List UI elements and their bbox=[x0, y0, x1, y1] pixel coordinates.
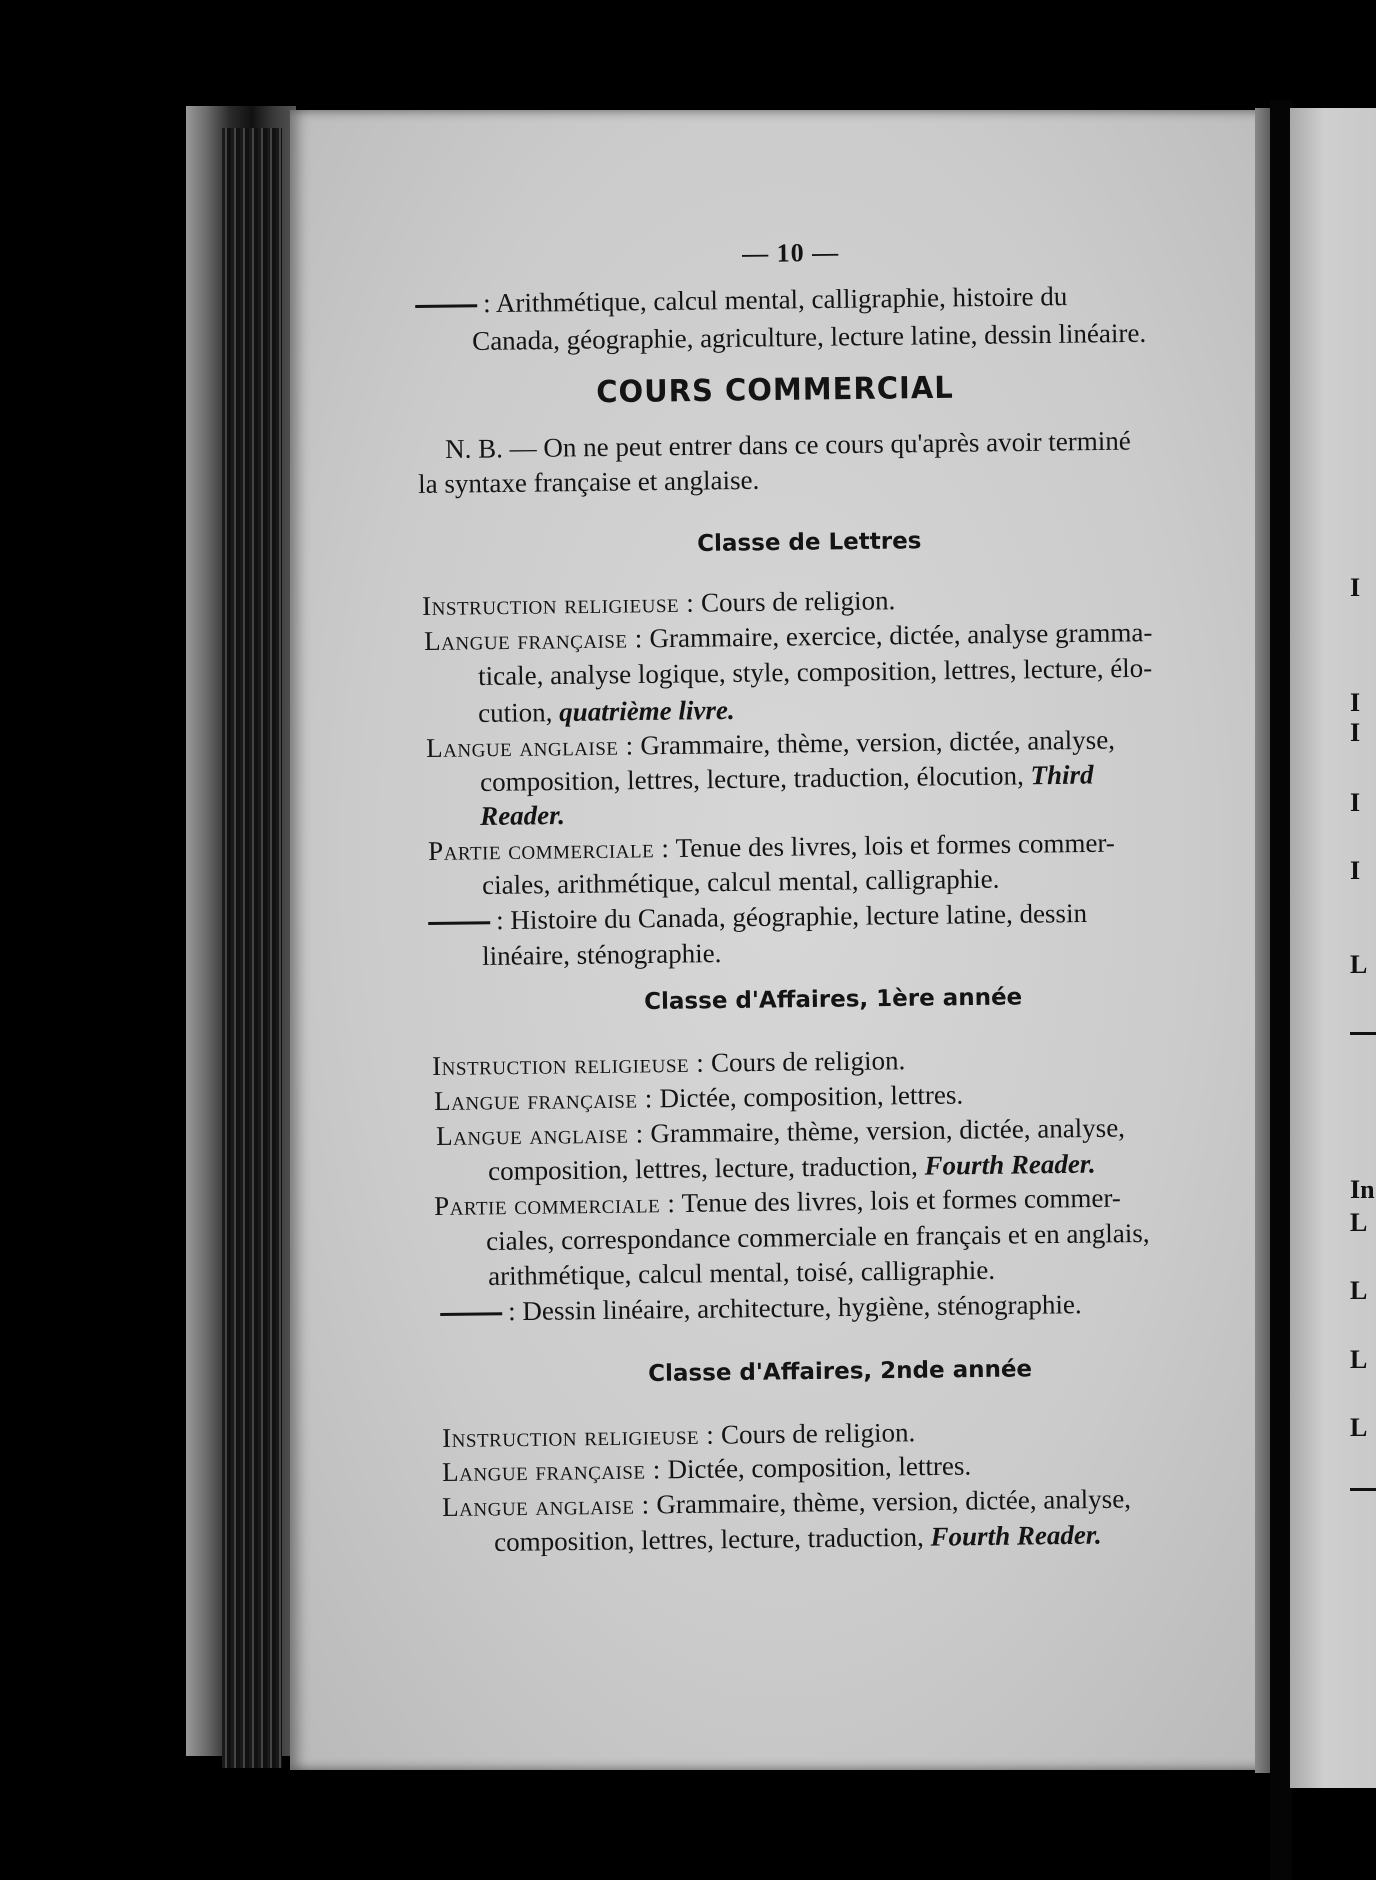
text-line: ticale, analyse logique, style, composition, lettres, lecture, élo- bbox=[478, 652, 1153, 691]
next-page-glyph: I bbox=[1350, 788, 1361, 817]
next-page-glyph: I bbox=[1350, 688, 1361, 717]
text-line: Reader. bbox=[480, 799, 566, 831]
text-line: Langue française : Dictée, composition, lettres. bbox=[442, 1450, 972, 1487]
next-page-glyph: I bbox=[1350, 718, 1361, 747]
page-number: — 10 — bbox=[742, 237, 840, 268]
next-page-glyph: L bbox=[1350, 1345, 1368, 1374]
text-line: Partie commerciale : Tenue des livres, lois et formes commer- bbox=[434, 1182, 1121, 1221]
text-line: Langue anglaise : Grammaire, thème, version, dictée, analyse, bbox=[426, 724, 1116, 763]
text-line: Langue anglaise : Grammaire, thème, version, dictée, analyse, bbox=[436, 1112, 1126, 1151]
subsection-title: Classe de Lettres bbox=[697, 528, 922, 557]
nb-note: la syntaxe française et anglaise. bbox=[418, 464, 760, 499]
text-line: Langue anglaise : Grammaire, thème, version, dictée, analyse, bbox=[442, 1483, 1132, 1522]
text-line: Canada, géographie, agriculture, lecture latine, dessin linéaire. bbox=[472, 317, 1147, 356]
text-line: Langue française : Grammaire, exercice, dictée, analyse gramma- bbox=[424, 617, 1153, 656]
text-line: : Histoire du Canada, géographie, lecture latine, dessin bbox=[428, 897, 1087, 937]
text-line: Partie commerciale : Tenue des livres, lois et formes commer- bbox=[428, 827, 1115, 866]
text-line: arithmétique, calcul mental, toisé, calligraphie. bbox=[488, 1254, 996, 1291]
text-line: ciales, arithmétique, calcul mental, calligraphie. bbox=[482, 863, 1000, 900]
text-line: composition, lettres, lecture, traduction, Fourth Reader. bbox=[488, 1148, 1096, 1186]
text-line: cution, quatrième livre. bbox=[478, 694, 735, 728]
next-page-glyph: L bbox=[1350, 1208, 1368, 1237]
text-line: Instruction religieuse : Cours de religion. bbox=[442, 1417, 916, 1453]
next-page-glyph: In bbox=[1350, 1175, 1375, 1204]
next-page-glyph: I bbox=[1350, 856, 1361, 885]
next-page-glyph: L bbox=[1350, 1413, 1368, 1442]
text-line: : Dessin linéaire, architecture, hygiène, sténographie. bbox=[440, 1288, 1082, 1328]
ditto-rule bbox=[415, 305, 477, 309]
ditto-rule bbox=[440, 1313, 502, 1317]
section-title: COURS COMMERCIAL bbox=[595, 369, 954, 410]
next-page-glyph: L bbox=[1350, 1276, 1368, 1305]
text-line: : Arithmétique, calcul mental, calligraphie, histoire du bbox=[415, 280, 1067, 320]
nb-note: N. B. — On ne peut entrer dans ce cours qu'après avoir terminé bbox=[445, 425, 1131, 464]
text-line: linéaire, sténographie. bbox=[482, 938, 722, 971]
text-line: Instruction religieuse : Cours de religion. bbox=[422, 585, 896, 621]
text-line: composition, lettres, lecture, traduction, élocution, Third bbox=[480, 759, 1094, 797]
text-line: Instruction religieuse : Cours de religion. bbox=[432, 1045, 906, 1081]
subsection-title: Classe d'Affaires, 2nde année bbox=[648, 1356, 1033, 1387]
text-line: ciales, correspondance commerciale en français et en anglais, bbox=[486, 1217, 1150, 1256]
next-page-glyph: L bbox=[1350, 950, 1368, 979]
ditto-rule bbox=[428, 922, 490, 926]
next-page-glyph: I bbox=[1350, 573, 1361, 602]
subsection-title: Classe d'Affaires, 1ère année bbox=[644, 984, 1023, 1015]
text-line: Langue française : Dictée, composition, lettres. bbox=[434, 1079, 964, 1116]
text-line: composition, lettres, lecture, traduction, Fourth Reader. bbox=[494, 1519, 1102, 1557]
